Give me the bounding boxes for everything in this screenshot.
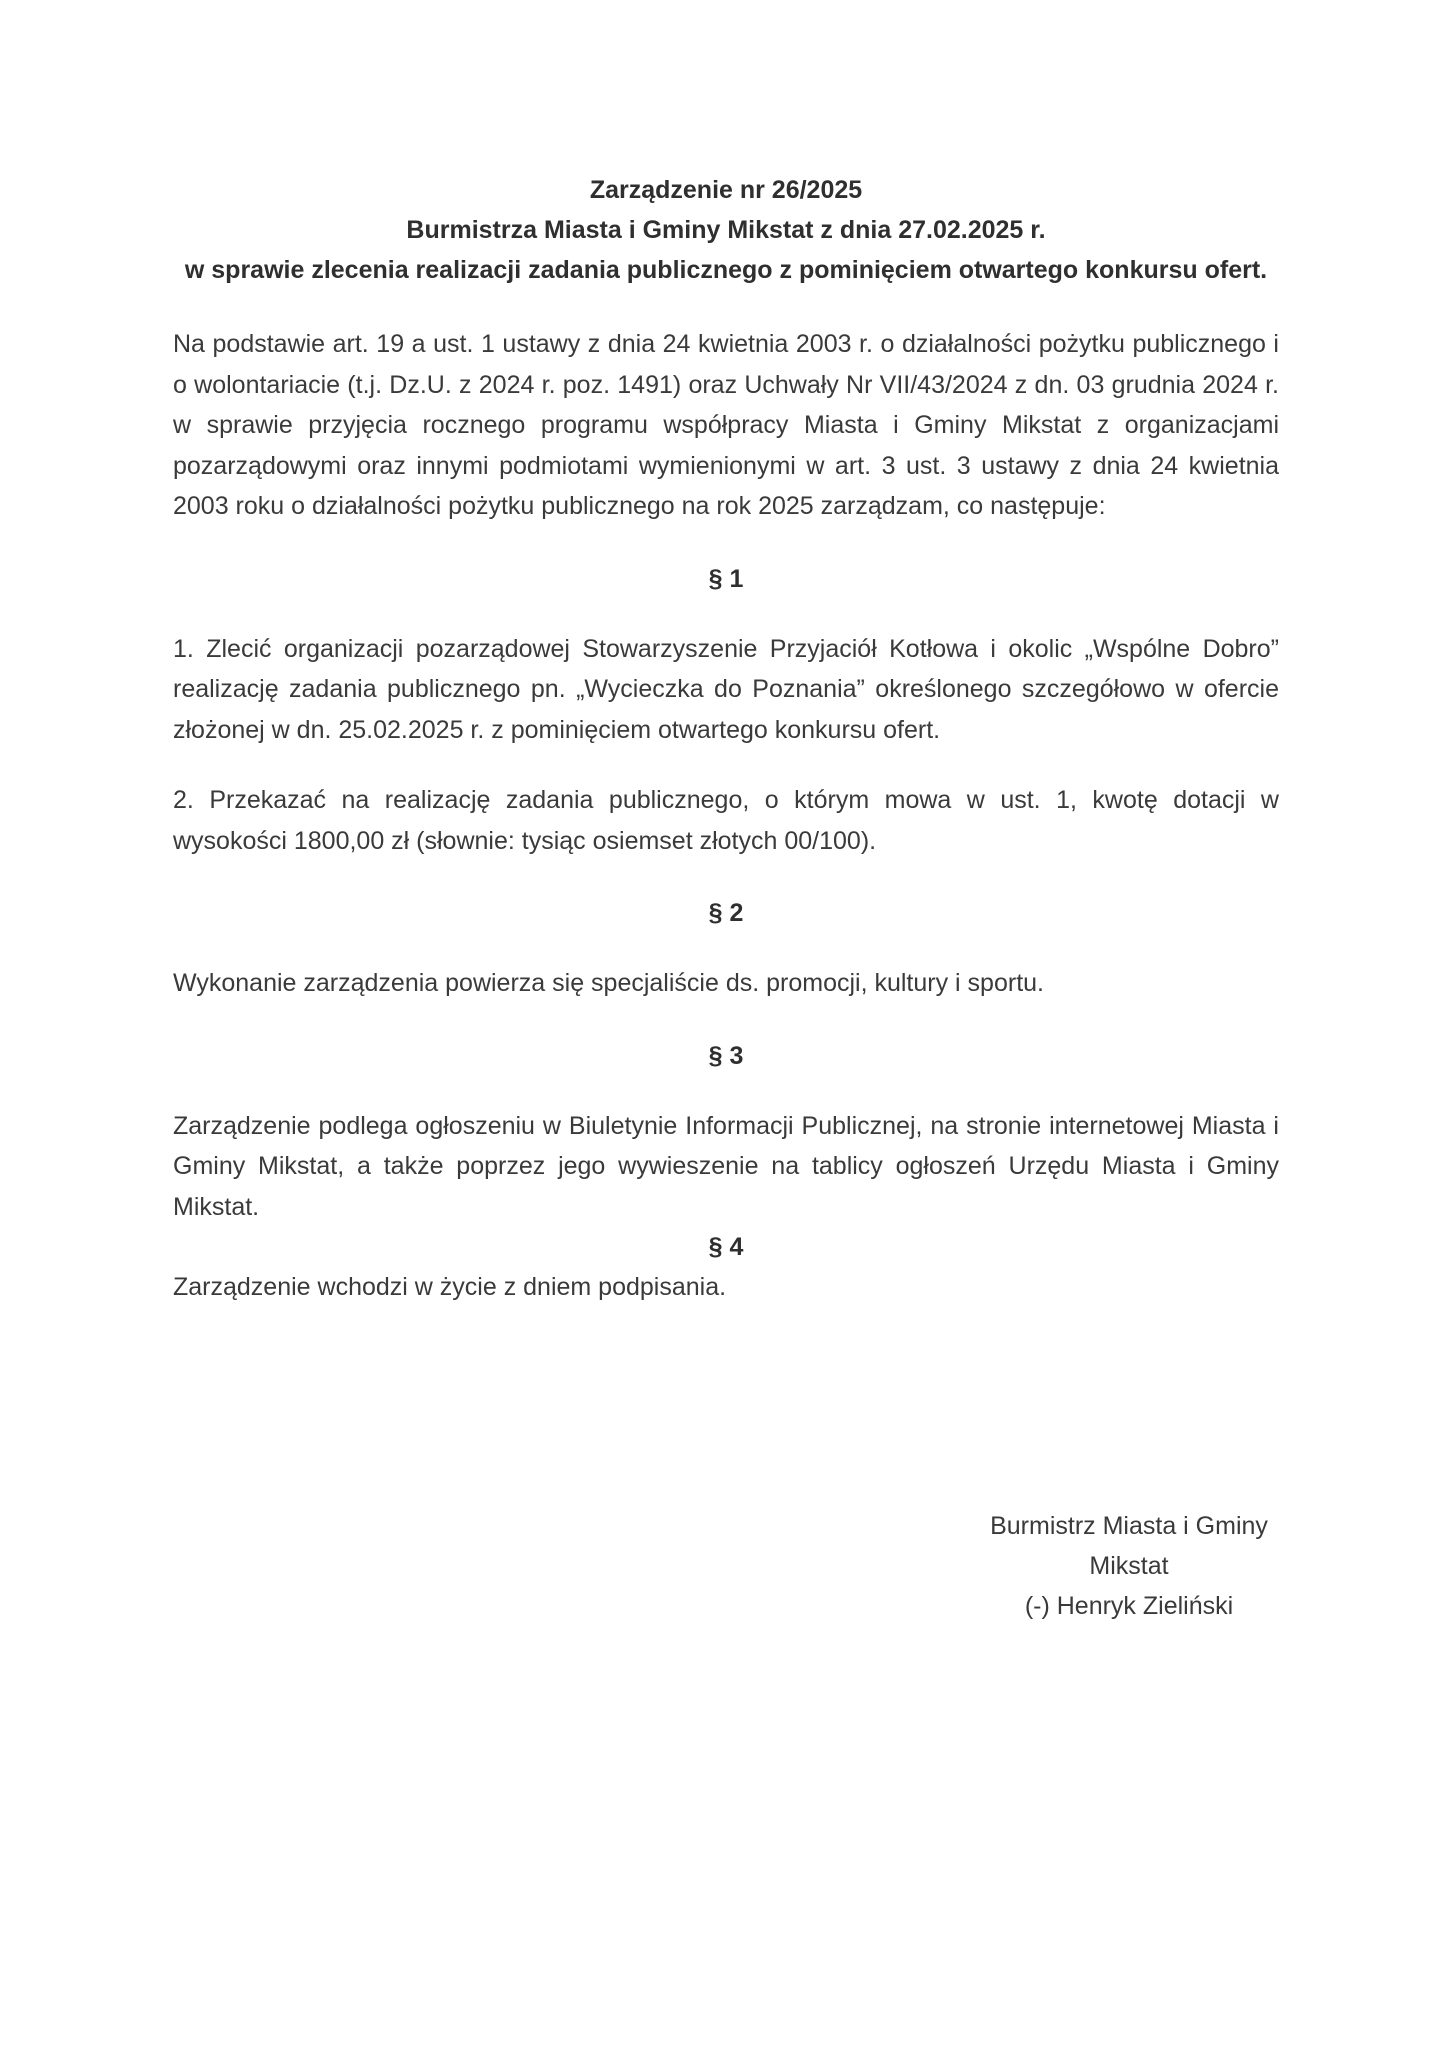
section-1-mark: § 1 (708, 564, 744, 593)
preamble-paragraph: Na podstawie art. 19 a ust. 1 ustawy z dnia 24 kwietnia 2003 r. o działalności pożytku publicznego i o wolontariacie (t.j. Dz.U. z 2024 r. poz. 1491) oraz Uchwały Nr VII/43/2024 z dn. 03 grudnia 2024 r. w sprawie przyjęcia rocznego programu współpracy Miasta i Gminy Mikstat z organizacjami pozarządowymi oraz innymi podmiotami wymienionymi w art. 3 ust. 3 ustawy z dnia 24 kwietnia 2003 roku o działalności pożytku publicznego na rok 2025 zarządzam, co następuje: (173, 330, 1279, 520)
signature-block (960, 1506, 1298, 1626)
section-4-mark: § 4 (708, 1233, 744, 1261)
document-issuer-date: Burmistrza Miasta i Gminy Mikstat z dnia 27.02.2025 r. (406, 216, 1046, 244)
section-2-mark: § 2 (708, 899, 744, 927)
section-3-mark: § 3 (708, 1041, 744, 1070)
section-1-paragraph-1: 1. Zlecić organizacji pozarządowej Stowarzyszenie Przyjaciół Kotłowa i okolic „Wspólne Dobro” realizację zadania publicznego pn. „Wycieczka do Poznania” określonego szczegółowo w ofercie złożonej w dn. 25.02.2025 r. z pominięciem otwartego konkursu ofert. (173, 634, 1279, 744)
section-2-paragraph-1: Wykonanie zarządzenia powierza się specjaliście ds. promocji, kultury i sportu. (173, 969, 1044, 997)
signature-name: (-) Henryk Zieliński (1024, 1592, 1234, 1620)
document-body (173, 170, 1279, 1308)
document-title: Zarządzenie nr 26/2025 (589, 176, 863, 204)
section-4-paragraph-1: Zarządzenie wchodzi w życie z dniem podpisania. (173, 1273, 727, 1301)
signature-place: Mikstat (1089, 1552, 1169, 1580)
section-3-paragraph-1: Zarządzenie podlega ogłoszeniu w Biuletynie Informacji Publicznej, na stronie internetowej Miasta i Gminy Mikstat, a także poprzez jego wywieszenie na tablicy ogłoszeń Urzędu Miasta i Gminy Mikstat. (173, 1111, 1279, 1221)
signature-title: Burmistrz Miasta i Gminy (990, 1512, 1268, 1540)
document-subject: w sprawie zlecenia realizacji zadania publicznego z pominięciem otwartego konkursu ofert. (184, 256, 1268, 284)
section-1-paragraph-2: 2. Przekazać na realizację zadania publicznego, o którym mowa w ust. 1, kwotę dotacji w wysokości 1800,00 zł (słownie: tysiąc osiemset złotych 00/100). (173, 786, 1279, 855)
